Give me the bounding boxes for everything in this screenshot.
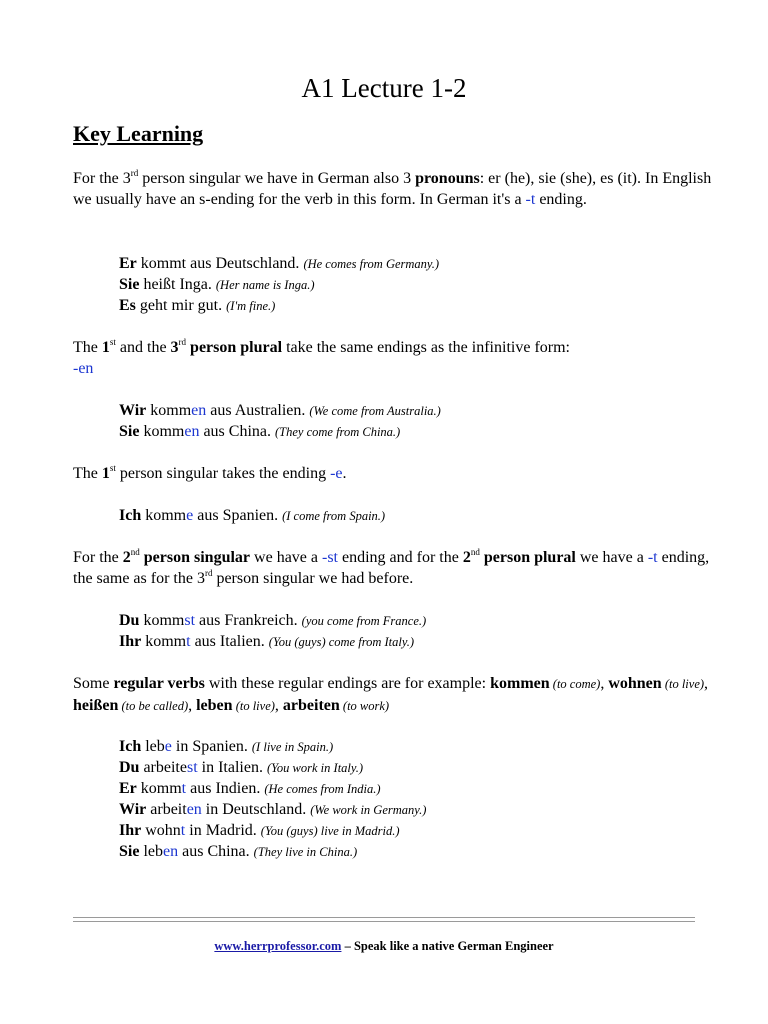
translation: (You (guys) live in Madrid.) bbox=[260, 824, 400, 838]
translation: (He comes from India.) bbox=[264, 782, 381, 796]
ending-highlight: -t bbox=[525, 191, 536, 208]
intro-paragraph: For the 3rd person singular we have in German also 3 pronouns: er (he), sie (she), es (it). In English we usually have an s-ending for the verb in this form. In German it's a -t ending. bbox=[73, 167, 712, 208]
ending-highlight: -e bbox=[330, 465, 343, 482]
translation: (I'm fine.) bbox=[226, 299, 276, 313]
example-sentence: Sie leben aus China. (They live in China.) bbox=[119, 843, 358, 860]
example-sentence: Sie kommen aus China. (They come from China.) bbox=[119, 423, 401, 440]
translation: (We come from Australia.) bbox=[309, 404, 441, 418]
translation: (They come from China.) bbox=[275, 425, 401, 439]
footer-divider bbox=[73, 917, 695, 918]
translation: (He comes from Germany.) bbox=[303, 257, 440, 271]
second-person-paragraph: For the 2nd person singular we have a -st ending and for the 2nd person plural we have a -t ending, the same as for the 3rd person singular we had before. bbox=[73, 546, 710, 587]
first-person-paragraph: The 1st person singular takes the ending -e. bbox=[73, 462, 347, 482]
translation: (You work in Italy.) bbox=[266, 761, 364, 775]
example-sentence: Wir arbeiten in Deutschland. (We work in Germany.) bbox=[119, 801, 427, 818]
translation: (We work in Germany.) bbox=[310, 803, 427, 817]
example-sentence: Ihr wohnt in Madrid. (You (guys) live in Madrid.) bbox=[119, 822, 400, 839]
page-title: A1 Lecture 1-2 bbox=[301, 73, 467, 103]
website-link[interactable]: www.herrprofessor.com bbox=[214, 939, 342, 953]
translation: (Her name is Inga.) bbox=[215, 278, 315, 292]
example-sentence: Es geht mir gut. (I'm fine.) bbox=[119, 297, 276, 314]
example-sentence: Er kommt aus Deutschland. (He comes from Germany.) bbox=[119, 255, 440, 272]
example-sentence: Ich lebe in Spanien. (I live in Spain.) bbox=[119, 738, 334, 755]
translation: (You (guys) come from Italy.) bbox=[268, 635, 415, 649]
translation: (I come from Spain.) bbox=[282, 509, 386, 523]
footer-divider bbox=[73, 921, 695, 922]
example-sentence: Wir kommen aus Australien. (We come from Australia.) bbox=[119, 402, 441, 419]
plural-paragraph: The 1st and the 3rd person plural take the same endings as the infinitive form: -en bbox=[73, 336, 570, 377]
translation: (They live in China.) bbox=[253, 845, 358, 859]
footer bbox=[0, 937, 768, 955]
ending-highlight: -en bbox=[73, 360, 94, 377]
example-sentence: Ich komme aus Spanien. (I come from Spain.) bbox=[119, 507, 386, 524]
translation: (you come from France.) bbox=[301, 614, 427, 628]
example-sentence: Du kommst aus Frankreich. (you come from France.) bbox=[119, 612, 427, 629]
example-sentence: Sie heißt Inga. (Her name is Inga.) bbox=[119, 276, 315, 293]
example-sentence: Du arbeitest in Italien. (You work in Italy.) bbox=[119, 759, 364, 776]
example-sentence: Ihr kommt aus Italien. (You (guys) come from Italy.) bbox=[119, 633, 415, 650]
translation: (I live in Spain.) bbox=[251, 740, 334, 754]
regular-verbs-paragraph: Some regular verbs with these regular endings are for example: kommen (to come), wohnen (to live), heißen (to be called), leben (to live), arbeiten (to work) bbox=[73, 675, 709, 714]
section-heading: Key Learning bbox=[73, 121, 204, 146]
example-sentence: Er kommt aus Indien. (He comes from India.) bbox=[119, 780, 381, 797]
footer-tagline: – Speak like a native German Engineer bbox=[341, 939, 554, 953]
